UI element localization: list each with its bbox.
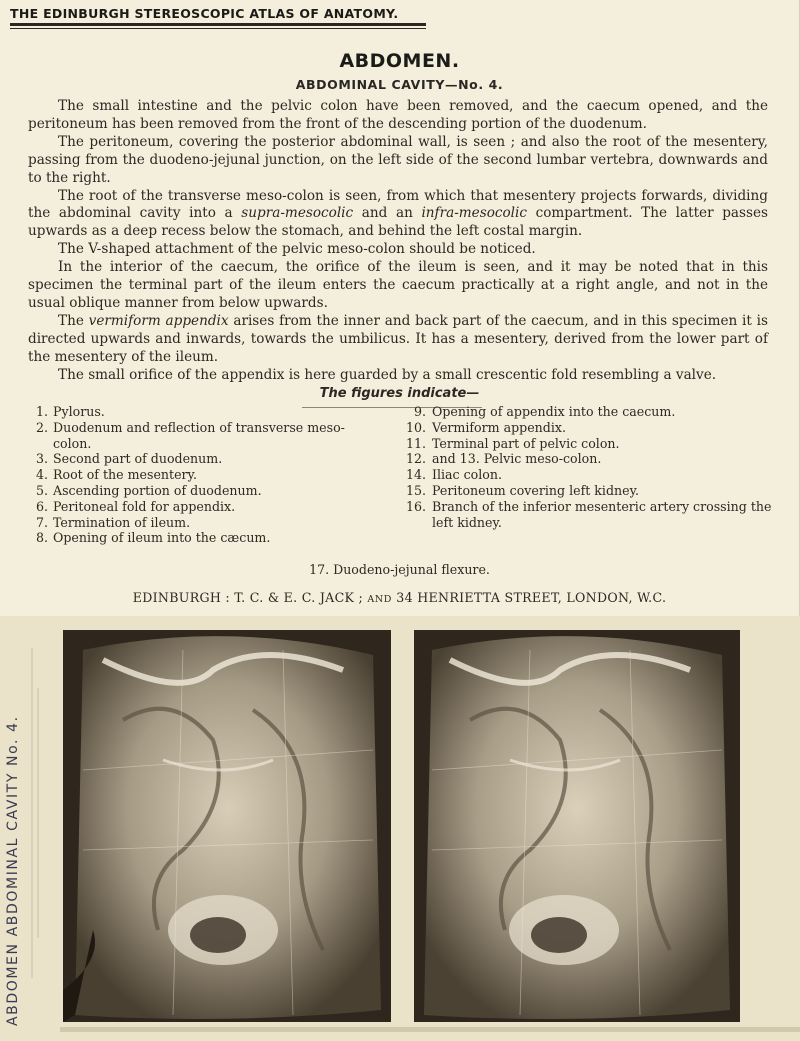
side-label-text: ABDOMEN ABDOMINAL CAVITY No. 4. [5,715,21,1026]
legend-item: 2. Duodenum and reflection of transverse meso-colon. [35,419,345,451]
legend-heading: The figures indicate— [319,386,480,401]
legend-item: 11. Terminal part of pelvic colon. [405,435,620,451]
legend-item: 9. Opening of appendix into the caecum. [413,404,676,419]
article-body [28,98,768,385]
card-bottom-edge [60,1027,800,1032]
paragraph: The peritoneum, covering the posterior abdominal wall, is seen ; and also the root of the mesentery, passing from the duodeno-jejunal junction, on the left side of the second lumbar vertebra, downwards and to the right. [28,133,768,186]
legend-item: 15. Peritoneum covering left kidney. [405,482,640,498]
page-subtitle: ABDOMINAL CAVITY—No. 4. [295,77,504,92]
legend-left-column [32,404,377,546]
legend-item: 3. Second part of duodenum. [35,451,223,467]
publisher-imprint: EDINBURGH : T. C. & E. C. JACK ; AND 34 HENRIETTA STREET, LONDON, W.C. [132,590,667,605]
legend-right-column [394,404,774,530]
paragraph: In the interior of the caecum, the orifice of the ileum is seen, and it may be noted that in this specimen the terminal part of the ileum enters the caecum practically at a right angle, and not in the usual oblique manner from below upwards. [28,259,768,311]
stereo-photograph-right [414,630,740,1022]
running-head: THE EDINBURGH STEREOSCOPIC ATLAS OF ANATOMY. [10,6,399,21]
legend-item: 16. Branch of the inferior mesenteric artery crossing the left kidney. [405,498,772,530]
paragraph: The root of the transverse meso-colon is seen, from which that mesentery projects forwards, dividing the abdominal cavity into a supra-mesocolic and an infra-mesocolic compartment. The latter passes upwards as a deep recess below the stomach, and behind the left costal margin. [28,187,768,240]
legend-item: 4. Root of the mesentery. [35,467,197,483]
stereo-photograph-left [63,630,391,1022]
page-title: ABDOMEN. [339,50,460,72]
legend-item: 8. Opening of ileum into the cæcum. [35,530,271,546]
paragraph: The vermiform appendix arises from the inner and back part of the caecum, and in this specimen it is directed upwards and inwards, towards the umbilicus. It has a mesentery, derived from the lower part of the mesentery of the ileum. [28,312,768,365]
card-fine-print [28,648,44,978]
paragraph: The V-shaped attachment of the pelvic meso-colon should be noticed. [58,241,536,258]
legend-item: 14. Iliac colon. [405,467,502,483]
legend-item: 7. Termination of ileum. [35,514,191,530]
paragraph: The small orifice of the appendix is here guarded by a small crescentic fold resembling a valve. [58,366,717,383]
legend-item: 5. Ascending portion of duodenum. [35,482,262,498]
legend-item-center: 17. Duodeno-jejunal flexure. [309,562,490,577]
legend-item: 12. and 13. Pelvic meso-colon. [405,451,602,467]
header-rule-thin [10,28,426,29]
card-side-label [2,626,24,1034]
header-rule [10,23,426,26]
legend-item: 10. Vermiform appendix. [405,419,566,435]
legend-item: 6. Peritoneal fold for appendix. [35,498,236,514]
legend-item: 1. Pylorus. [35,404,105,419]
paragraph: The small intestine and the pelvic colon have been removed, and the caecum opened, and the peritoneum has been removed from the front of the descending portion of the duodenum. [28,98,768,132]
